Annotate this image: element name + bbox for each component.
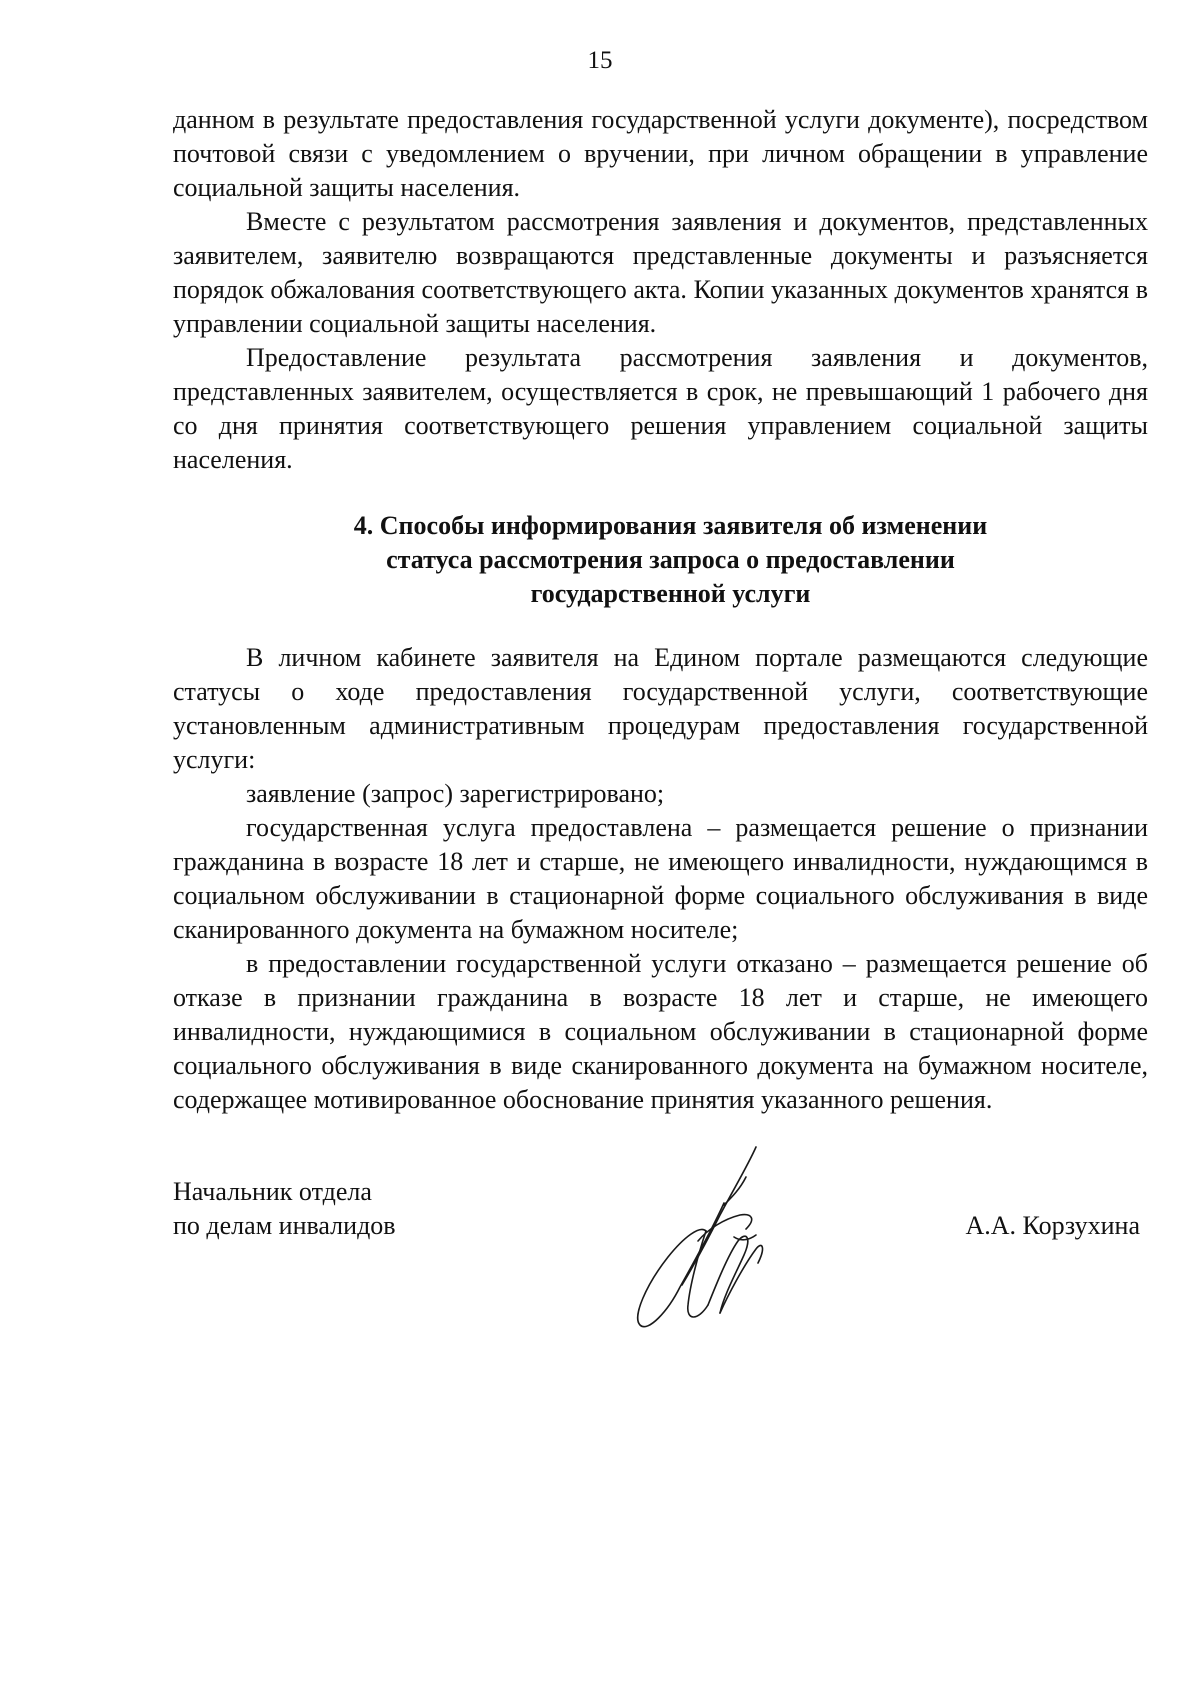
paragraph-result-deadline: Предоставление результата рассмотрения заявления и документов, представленных заявителем, осуществляется в срок, не превышающий 1 рабочего дня со дня принятия соответствующего решения управлением социальной защиты населения. <box>173 343 1148 474</box>
section-heading-line: статуса рассмотрения запроса о предоставлении <box>386 545 955 574</box>
page-number: 15 <box>587 47 613 74</box>
signature-block <box>173 1175 1148 1325</box>
signatory-position-line: Начальник отдела <box>173 1177 372 1206</box>
section-heading-line: государственной услуги <box>530 579 811 608</box>
document-body <box>173 103 1148 1117</box>
status-item-registered: заявление (запрос) зарегистрировано; <box>246 779 665 808</box>
signatory-name: А.А. Корзухина <box>965 1211 1140 1240</box>
status-item-provided: государственная услуга предоставлена – размещается решение о признании гражданина в возрасте 18 лет и старше, не имеющего инвалидности, нуждающимся в социальном обслуживании в стационарной форме социального обслуживания в виде сканированного документа на бумажном носителе; <box>173 813 1148 944</box>
paragraph-continuation: данном в результате предоставления государственной услуги документе), посредством почтовой связи с уведомлением о вручении, при личном обращении в управление социальной защиты населения. <box>173 105 1148 202</box>
paragraph-result-return: Вместе с результатом рассмотрения заявления и документов, представленных заявителем, заявителю возвращаются представленные документы и разъясняется порядок обжалования соответствующего акта. Копии указанных документов хранятся в управлении социальной защиты населения. <box>173 207 1148 338</box>
section-heading-line: 4. Способы информирования заявителя об изменении <box>353 511 988 540</box>
section-heading <box>173 509 1148 611</box>
handwritten-signature-icon <box>628 1145 798 1335</box>
paragraph-statuses-intro: В личном кабинете заявителя на Едином портале размещаются следующие статусы о ходе предоставления государственной услуги, соответствующие установленным административным процедурам предоставления государственной услуги: <box>173 643 1148 774</box>
signatory-position <box>173 1175 396 1243</box>
status-item-refused: в предоставлении государственной услуги отказано – размещается решение об отказе в признании гражданина в возрасте 18 лет и старше, не имеющего инвалидности, нуждающимися в социальном обслуживании в стационарной форме социального обслуживания в виде сканированного документа на бумажном носителе, содержащее мотивированное обоснование принятия указанного решения. <box>173 949 1148 1114</box>
signatory-position-line: по делам инвалидов <box>173 1211 396 1240</box>
